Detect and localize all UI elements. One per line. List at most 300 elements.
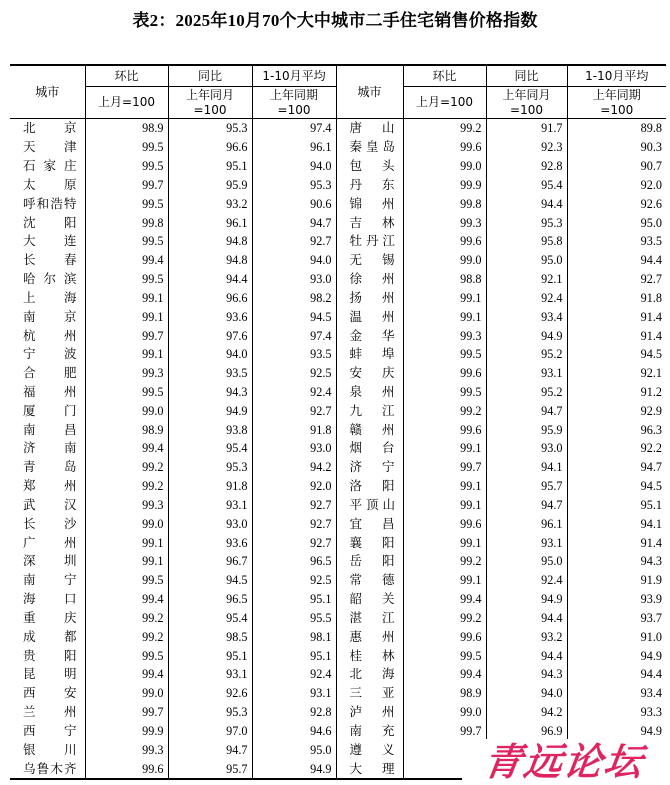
avg-cell-right: 93.9 [567,590,666,609]
mom-cell-left: 98.9 [85,119,168,138]
city-cell-right [336,590,403,609]
mom-cell-right: 99.0 [403,251,486,270]
city-cell-right [336,175,403,194]
yoy-cell-right: 92.4 [486,288,567,307]
city-name: 长 春 [23,252,77,268]
avg-cell-left: 97.4 [252,326,336,345]
yoy-cell-left: 94.9 [168,401,252,420]
mom-cell-left: 99.5 [85,270,168,289]
city-cell-left [10,232,85,251]
avg-cell-right: 92.1 [567,364,666,383]
avg-cell-left: 91.8 [252,420,336,439]
city-name: 徐 州 [349,271,395,287]
city-cell-right [336,232,403,251]
yoy-cell-right: 95.2 [486,383,567,402]
table-row [10,439,666,458]
city-name: 韶 关 [349,591,395,607]
city-name: 贵 阳 [23,647,77,663]
header-avg-base-left: 上年同期 =100 [252,87,336,119]
city-name: 温 州 [349,308,395,324]
yoy-cell-left: 97.6 [168,326,252,345]
mom-cell-right: 99.3 [403,213,486,232]
mom-cell-left: 98.9 [85,420,168,439]
header-row-1 [10,65,666,87]
city-cell-left [10,175,85,194]
city-name: 吉 林 [349,214,395,230]
city-cell-left [10,213,85,232]
avg-cell-left: 94.7 [252,213,336,232]
avg-cell-right: 93.3 [567,703,666,722]
yoy-cell-right: 95.0 [486,251,567,270]
avg-cell-left: 92.7 [252,401,336,420]
avg-cell-right: 91.0 [567,627,666,646]
city-cell-left [10,552,85,571]
city-name: 昆 明 [23,666,77,682]
city-cell-left [10,270,85,289]
city-name: 成 都 [23,628,77,644]
avg-cell-right: 94.9 [567,646,666,665]
city-cell-right [336,138,403,157]
city-cell-left [10,383,85,402]
avg-cell-right: 91.8 [567,288,666,307]
city-cell-left [10,251,85,270]
city-name: 洛 阳 [349,478,395,494]
avg-cell-left: 92.7 [252,232,336,251]
city-cell-right [336,458,403,477]
yoy-cell-right: 92.3 [486,138,567,157]
city-name: 南 京 [23,308,77,324]
yoy-cell-left: 96.6 [168,288,252,307]
mom-cell-right: 99.4 [403,590,486,609]
avg-cell-left: 96.1 [252,138,336,157]
city-name: 惠 州 [349,628,395,644]
table-row [10,571,666,590]
yoy-cell-right: 92.1 [486,270,567,289]
city-name: 大 连 [23,233,77,249]
yoy-cell-right: 94.2 [486,703,567,722]
header-yoy-right: 同比 [486,65,567,87]
mom-cell-right: 99.1 [403,533,486,552]
city-name: 合 肥 [23,365,77,381]
avg-cell-right: 94.4 [567,665,666,684]
avg-cell-left: 92.7 [252,496,336,515]
avg-cell-left: 92.5 [252,571,336,590]
city-name: 海 口 [23,591,77,607]
table-row [10,458,666,477]
mom-cell-right: 99.8 [403,194,486,213]
city-cell-right [336,514,403,533]
city-cell-right [336,646,403,665]
avg-cell-right: 91.4 [567,307,666,326]
yoy-cell-left: 93.0 [168,514,252,533]
yoy-cell-right: 92.4 [486,571,567,590]
avg-cell-right: 95.1 [567,496,666,515]
city-cell-left [10,590,85,609]
city-name: 包 头 [349,158,395,174]
yoy-cell-left: 95.9 [168,175,252,194]
yoy-cell-left: 95.4 [168,439,252,458]
city-cell-left [10,665,85,684]
city-cell-right [336,420,403,439]
watermark-text: 青远论坛 [481,740,648,784]
city-cell-right [336,665,403,684]
city-cell-left [10,477,85,496]
city-cell-right [336,213,403,232]
city-cell-right [336,533,403,552]
table-row [10,533,666,552]
city-cell-right [336,552,403,571]
mom-cell-right: 99.5 [403,383,486,402]
table-row [10,590,666,609]
city-name: 银 川 [23,741,77,757]
city-name: 深 圳 [23,553,77,569]
yoy-cell-left: 96.5 [168,590,252,609]
yoy-cell-left: 96.7 [168,552,252,571]
avg-cell-left: 92.7 [252,533,336,552]
yoy-cell-left: 94.8 [168,251,252,270]
table-row [10,175,666,194]
table-row [10,307,666,326]
yoy-cell-right: 95.9 [486,420,567,439]
table-row [10,270,666,289]
avg-cell-left: 94.0 [252,157,336,176]
avg-cell-right: 92.2 [567,439,666,458]
table-row [10,232,666,251]
city-cell-left [10,307,85,326]
mom-cell-left: 99.5 [85,571,168,590]
avg-cell-left: 93.1 [252,684,336,703]
avg-cell-left: 95.3 [252,175,336,194]
city-cell-left [10,571,85,590]
city-cell-left [10,684,85,703]
mom-cell-left: 99.1 [85,345,168,364]
avg-cell-right: 93.4 [567,684,666,703]
city-name: 福 州 [23,384,77,399]
avg-cell-left: 94.6 [252,722,336,741]
yoy-cell-left: 91.8 [168,477,252,496]
city-cell-right [336,307,403,326]
city-cell-left [10,157,85,176]
yoy-cell-left: 94.4 [168,270,252,289]
avg-cell-left: 98.2 [252,288,336,307]
city-name: 兰 州 [23,704,77,720]
yoy-cell-right: 93.0 [486,439,567,458]
city-cell-left [10,458,85,477]
city-cell-right [336,571,403,590]
city-name: 厦 门 [23,402,77,418]
avg-cell-right: 89.8 [567,119,666,138]
header-mom-base-right: 上月=100 [403,87,486,119]
yoy-cell-right: 95.7 [486,477,567,496]
mom-cell-right: 99.4 [403,665,486,684]
mom-cell-left: 99.2 [85,609,168,628]
mom-cell-right: 99.6 [403,364,486,383]
mom-cell-left: 99.5 [85,383,168,402]
yoy-cell-right: 95.0 [486,552,567,571]
yoy-cell-right: 94.7 [486,401,567,420]
table-row [10,288,666,307]
mom-cell-right: 99.7 [403,458,486,477]
yoy-cell-left: 94.5 [168,571,252,590]
city-name: 平 顶 山 [349,496,395,512]
city-name: 长 沙 [23,515,77,531]
city-cell-right [336,627,403,646]
mom-cell-right: 99.1 [403,307,486,326]
mom-cell-right: 99.2 [403,552,486,571]
city-cell-right [336,157,403,176]
mom-cell-right: 99.6 [403,514,486,533]
avg-cell-right: 90.7 [567,157,666,176]
city-cell-right [336,684,403,703]
mom-cell-left: 99.2 [85,477,168,496]
city-cell-right [336,326,403,345]
city-name: 桂 林 [349,647,395,663]
city-name: 重 庆 [23,609,77,625]
city-name: 郑 州 [23,478,77,494]
city-cell-left [10,496,85,515]
city-name: 秦 皇 岛 [349,139,395,155]
table-row [10,609,666,628]
table-row [10,345,666,364]
yoy-cell-right: 95.3 [486,213,567,232]
city-cell-right [336,119,403,138]
avg-cell-left: 95.0 [252,740,336,759]
yoy-cell-right: 93.2 [486,627,567,646]
avg-cell-right: 92.7 [567,270,666,289]
table-row [10,665,666,684]
avg-cell-right: 92.9 [567,401,666,420]
city-name: 武 汉 [23,496,77,512]
yoy-cell-right: 94.0 [486,684,567,703]
city-name: 天 津 [23,139,77,155]
yoy-cell-left: 93.5 [168,364,252,383]
city-name: 宜 昌 [349,515,395,531]
yoy-cell-left: 95.1 [168,157,252,176]
yoy-cell-left: 93.6 [168,533,252,552]
yoy-cell-left: 95.3 [168,458,252,477]
city-name: 北 京 [23,120,77,136]
city-cell-right [336,383,403,402]
avg-cell-right: 93.7 [567,609,666,628]
city-name: 沈 阳 [23,214,77,230]
city-name: 遵 义 [349,741,395,757]
mom-cell-left: 99.8 [85,213,168,232]
mom-cell-left: 99.1 [85,533,168,552]
yoy-cell-left: 93.2 [168,194,252,213]
city-name: 烟 台 [349,440,395,456]
avg-cell-left: 94.9 [252,759,336,779]
header-yoy-base-left: 上年同月 =100 [168,87,252,119]
table-row [10,194,666,213]
avg-cell-left: 92.0 [252,477,336,496]
city-cell-left [10,364,85,383]
city-cell-right [336,251,403,270]
avg-cell-right: 92.0 [567,175,666,194]
mom-cell-left: 99.5 [85,138,168,157]
table-row [10,157,666,176]
table-row [10,326,666,345]
city-name: 大 理 [349,760,395,776]
city-name: 牡 丹 江 [349,233,395,249]
yoy-cell-left: 95.7 [168,759,252,779]
city-cell-left [10,138,85,157]
avg-cell-right: 90.3 [567,138,666,157]
city-cell-right [336,722,403,741]
table-row [10,496,666,515]
yoy-cell-left: 94.7 [168,740,252,759]
yoy-cell-right: 94.4 [486,609,567,628]
avg-cell-right: 91.4 [567,326,666,345]
yoy-cell-right: 95.4 [486,175,567,194]
city-cell-right [336,609,403,628]
table-row [10,383,666,402]
city-cell-left [10,759,85,779]
city-cell-left [10,119,85,138]
table-row [10,401,666,420]
avg-cell-left: 92.8 [252,703,336,722]
yoy-cell-left: 95.3 [168,119,252,138]
avg-cell-right: 94.5 [567,345,666,364]
city-name: 哈 尔 滨 [23,271,77,287]
avg-cell-left: 92.7 [252,514,336,533]
city-name: 北 海 [349,666,395,682]
table-row [10,722,666,741]
mom-cell-right: 99.0 [403,157,486,176]
mom-cell-left: 99.7 [85,175,168,194]
avg-cell-left: 92.5 [252,364,336,383]
yoy-cell-left: 93.1 [168,496,252,515]
city-name: 唐 山 [349,120,395,136]
avg-cell-left: 98.1 [252,627,336,646]
mom-cell-left: 99.5 [85,194,168,213]
table-row [10,420,666,439]
yoy-cell-left: 93.6 [168,307,252,326]
yoy-cell-right: 91.7 [486,119,567,138]
city-name: 九 江 [349,402,395,418]
avg-cell-left: 97.4 [252,119,336,138]
avg-cell-right: 91.4 [567,533,666,552]
mom-cell-left: 99.1 [85,288,168,307]
city-cell-left [10,194,85,213]
city-cell-left [10,420,85,439]
city-name: 太 原 [23,176,77,192]
city-name: 杭 州 [23,327,77,343]
city-name: 广 州 [23,534,77,550]
avg-cell-right: 92.6 [567,194,666,213]
avg-cell-left: 90.6 [252,194,336,213]
city-name: 三 亚 [349,685,395,701]
yoy-cell-left: 94.0 [168,345,252,364]
yoy-cell-left: 92.6 [168,684,252,703]
city-cell-left [10,288,85,307]
yoy-cell-right: 94.9 [486,590,567,609]
mom-cell-right: 99.6 [403,627,486,646]
avg-cell-left: 93.0 [252,270,336,289]
header-mom-base-left: 上月=100 [85,87,168,119]
yoy-cell-right: 94.9 [486,326,567,345]
mom-cell-left: 99.0 [85,684,168,703]
table-row [10,646,666,665]
mom-cell-right: 99.6 [403,232,486,251]
city-cell-left [10,533,85,552]
table-row [10,552,666,571]
city-cell-right [336,703,403,722]
avg-cell-left: 95.5 [252,609,336,628]
city-name: 赣 州 [349,421,395,437]
mom-cell-left: 99.0 [85,401,168,420]
table-row [10,627,666,646]
header-avg-left: 1-10月平均 [252,65,336,87]
mom-cell-right: 99.0 [403,703,486,722]
mom-cell-right: 99.1 [403,439,486,458]
mom-cell-left: 99.4 [85,439,168,458]
mom-cell-right: 99.1 [403,477,486,496]
avg-cell-right: 95.0 [567,213,666,232]
mom-cell-left: 99.6 [85,759,168,779]
table-row [10,477,666,496]
city-cell-right [336,740,403,759]
mom-cell-right: 99.1 [403,571,486,590]
yoy-cell-right: 94.4 [486,194,567,213]
yoy-cell-left: 95.3 [168,703,252,722]
city-cell-right [336,288,403,307]
city-name: 金 华 [349,327,395,343]
city-name: 岳 阳 [349,553,395,569]
header-mom-left: 环比 [85,65,168,87]
city-name: 青 岛 [23,459,77,475]
yoy-cell-left: 93.8 [168,420,252,439]
yoy-cell-right: 94.7 [486,496,567,515]
table-body [10,119,666,779]
avg-cell-right: 94.1 [567,514,666,533]
table-row [10,138,666,157]
yoy-cell-left: 98.5 [168,627,252,646]
mom-cell-right: 99.2 [403,609,486,628]
mom-cell-left: 99.5 [85,157,168,176]
yoy-cell-right: 96.9 [486,722,567,741]
yoy-cell-right: 93.1 [486,364,567,383]
mom-cell-left: 99.2 [85,627,168,646]
price-index-table [10,64,666,780]
avg-cell-left: 95.1 [252,590,336,609]
city-name: 扬 州 [349,289,395,305]
city-cell-right [336,759,403,779]
city-name: 西 宁 [23,722,77,738]
header-city-right: 城市 [336,65,403,119]
city-name: 南 昌 [23,421,77,437]
city-name: 丹 东 [349,176,395,192]
table-row [10,119,666,138]
city-name: 泸 州 [349,704,395,720]
yoy-cell-left: 95.4 [168,609,252,628]
city-name: 蚌 埠 [349,346,395,362]
mom-cell-left: 99.7 [85,703,168,722]
mom-cell-left: 99.3 [85,496,168,515]
city-cell-left [10,514,85,533]
avg-cell-left: 93.5 [252,345,336,364]
mom-cell-right: 99.5 [403,345,486,364]
header-avg-base-right: 上年同期 =100 [567,87,666,119]
city-name: 南 宁 [23,572,77,588]
mom-cell-left: 99.0 [85,514,168,533]
city-name: 呼和浩特 [23,195,77,211]
city-name: 湛 江 [349,609,395,625]
mom-cell-right: 99.1 [403,496,486,515]
city-cell-right [336,477,403,496]
avg-cell-right: 96.3 [567,420,666,439]
yoy-cell-right: 93.1 [486,533,567,552]
city-cell-right [336,270,403,289]
